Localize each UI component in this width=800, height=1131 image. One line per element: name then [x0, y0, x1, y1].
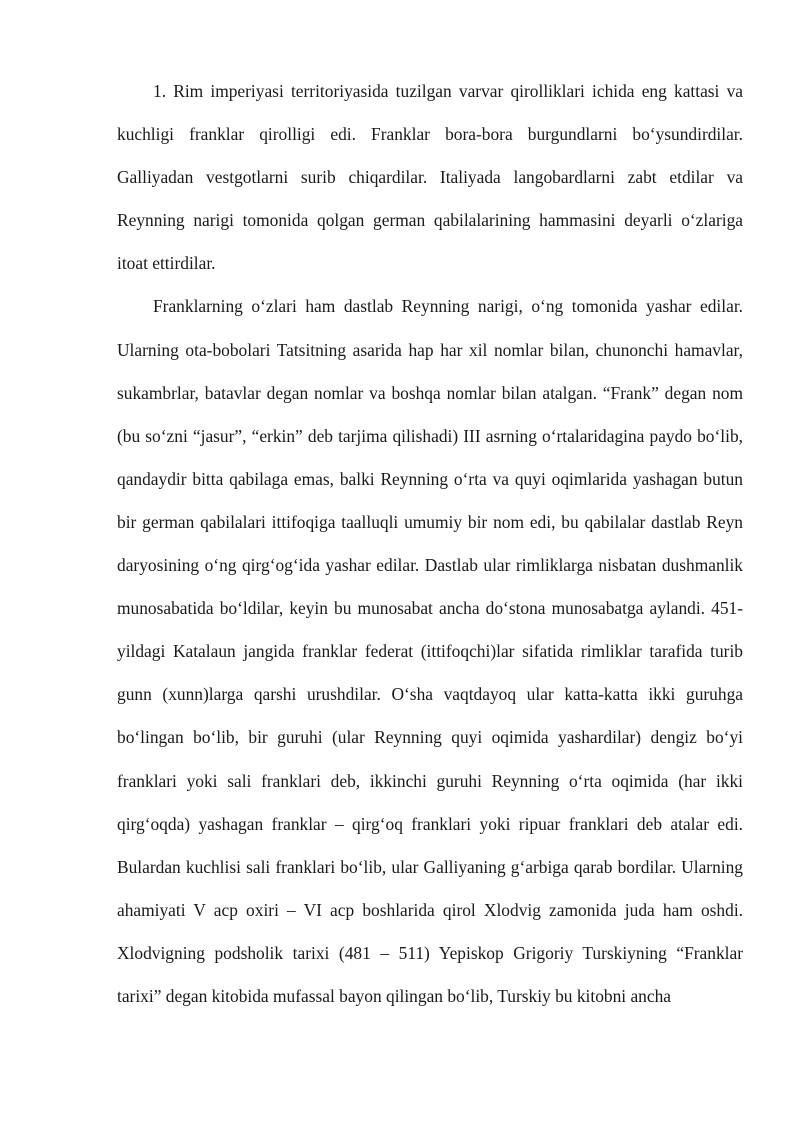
paragraph-1: 1. Rim imperiyasi territoriyasida tuzilgan varvar qirolliklari ichida eng kattasi va kuchligi franklar qirolligi edi. Franklar bora-bora burgundlarni bo‘ysundirdilar. Galliyadan vestgotlarni surib chiqardilar. Italiyada langobardlarni zabt etdilar va Reynning narigi tomonida qolgan german qabilalarining hammasini deyarli o‘zlariga itoat ettirdilar. — [117, 81, 743, 274]
paragraph-2: Franklarning o‘zlari ham dastlab Reynning narigi, o‘ng tomonida yashar edilar. Ularning ota-bobolari Tatsitning asarida hap har xil nomlar bilan, chunonchi hamavlar, sukambrlar, batavlar degan nomlar va boshqa nomlar bilan atalgan. “Frank” degan nom (bu so‘zni “jasur”, “erkin” deb tarjima qilishadi) III asrning o‘rtalaridagina paydo bo‘lib, qandaydir bitta qabilaga emas, balki Reynning o‘rta va quyi oqimlarida yashagan butun bir german qabilalari ittifoqiga taalluqli umumiy bir nom edi, bu qabilalar dastlab Reyn daryosining o‘ng qirg‘og‘ida yashar edilar. Dastlab ular rimliklarga nisbatan dushmanlik munosabatida bo‘ldilar, keyin bu munosabat ancha do‘stona munosabatga aylandi. 451-yildagi Katalaun jangida franklar federat (ittifoqchi)lar sifatida rimliklar tarafida turib gunn (xunn)larga qarshi urushdilar. O‘sha vaqtdayoq ular katta-katta ikki guruhga bo‘lingan bo‘lib, bir guruhi (ular Reynning quyi oqimida yashardilar) dengiz bo‘yi franklari yoki sali franklari deb, ikkinchi guruhi Reynning o‘rta oqimida (har ikki qirg‘oqda) yashagan franklar – qirg‘oq franklari yoki ripuar franklari deb atalar edi. Bulardan kuchlisi sali franklari bo‘lib, ular Galliyaning g‘arbiga qarab bordilar. Ularning ahamiyati V acp oxiri – VI acp boshlarida qirol Xlodvig zamonida juda ham oshdi. Xlodvigning podsholik tarixi (481 – 511) Yepiskop Grigoriy Turskiyning “Franklar tarixi” degan kitobida mufassal bayon qilingan bo‘lib, Turskiy bu kitobni ancha — [117, 296, 743, 1006]
body-text — [117, 70, 743, 1018]
